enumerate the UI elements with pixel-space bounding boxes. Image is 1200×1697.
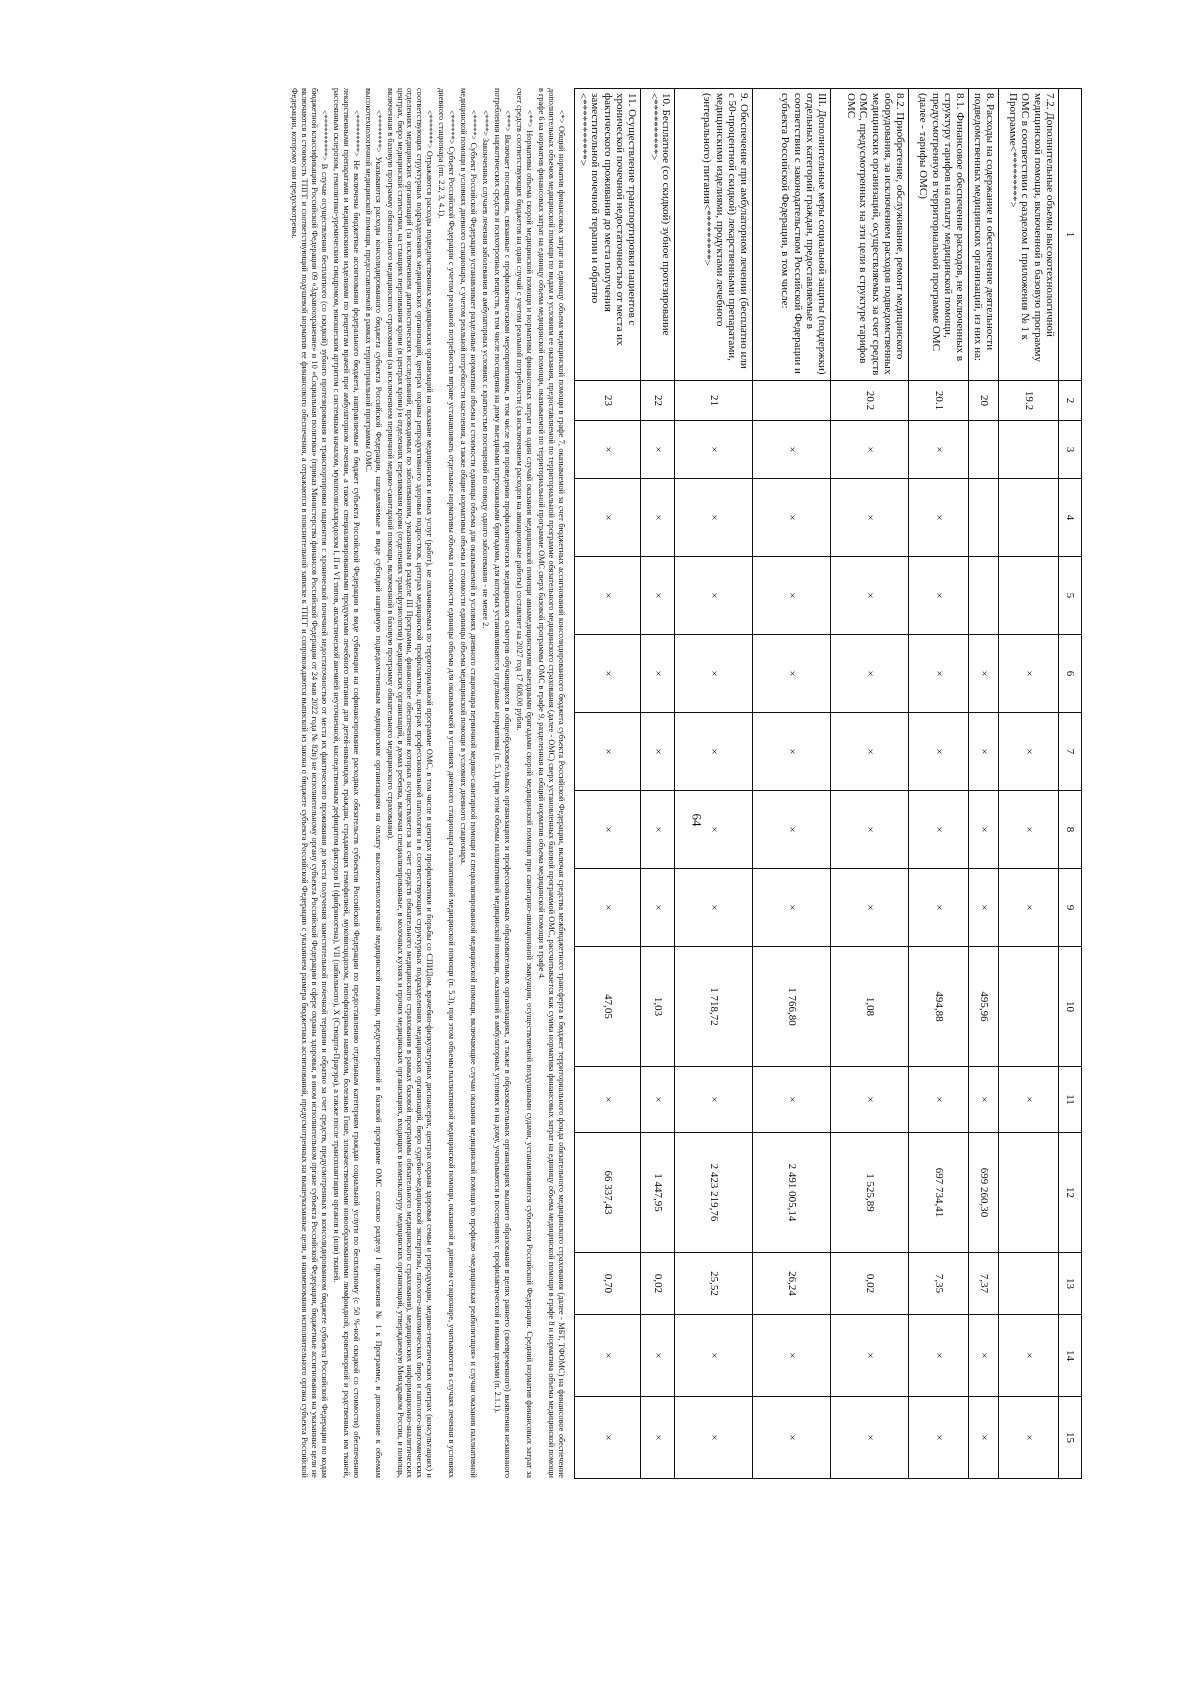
cell-c3: × <box>753 421 831 479</box>
column-header-10: 10 <box>1059 947 1082 1067</box>
table-row <box>831 89 909 1479</box>
cell-c5: × <box>831 557 909 635</box>
cell-c7: × <box>641 713 675 791</box>
cell-c6: × <box>675 635 753 713</box>
footnote: <*******> Отражаются расходы подведомственных медицинских организаций на оказание медицинских и иных услуг (работ), не оплачиваемых по территориальной программе ОМС, в том числе в центрах профилактики и борьбы со СПИДом, врачебно-физкультурных диспансерах, центрах охраны здоровья семьи и репродукции, медико-генетических центрах (консультациях) и соответствующих структурных подразделениях медицинских организаций, центрах охраны репродуктивного здоровья подростков, центрах медицинской профилактики, центрах профессиональной патологии и в соответствующих структурных подразделениях медицинских организаций, бюро судебно-медицинской экспертизы, патолого-анатомических бюро и патолого-анатомических отделениях медицинских организаций (за исключением диагностических исследований, проводимых по заболеваниям, указанным в разделе III Программы, финансовое обеспечение которых осуществляется за счет средств обязательного медицинского страхования в рамках базовой программы обязательного медицинского страхования), медицинских информационно-аналитических центрах, бюро медицинской статистики, на станциях переливания крови (в центрах крови) и отделениях переливания крови (отделениях трансфузиологии) медицинских организаций, в домах ребенка, включая специализированные, в молочных кухнях и прочих медицинских организациях, входящих в номенклатуру медицинских организаций, утверждаемую Минздравом России, и помощь, включенная в базовую программу обязательного медицинского страхования (за исключением первичной медико-санитарной помощи, включенной в базовую программу обязательного медицинского страхования). <box>385 88 435 1478</box>
cell-c9: × <box>831 869 909 947</box>
cell-c5: × <box>675 557 753 635</box>
row-label: 8.1. Финансовое обеспечение расходов, не включенных в структуру тарифов на оплату медицинской помощи, предусмотренную в территориальной программе ОМС (далее - тарифы ОМС) <box>909 89 969 381</box>
column-header-8: 8 <box>1059 791 1082 869</box>
row-number: 21 <box>675 381 753 421</box>
footnote: <**********> В случае осуществления бесплатного (со скидкой) зубного протезирования и транспортировки пациентов с хронической почечной недостаточностью от места их фактического проживания до места получения заместительной почечной терапии и обратно за счет средств, предусмотренных в консолидированном бюджете субъекта Российской Федерации по кодам бюджетной классификации Российской Федерации 09 «Здравоохранение» и 10 «Социальная политика» (приказ Министерства финансов Российской Федерации от 24 мая 2022 года № 82н) не исполнительному органу субъекта Российской Федерации в сфере охраны здоровья, в ином исполнительном органе субъекта Российской Федерации, бюджетные ассигнования на указанные цели не включаются в стоимость ТПГГ и соответствующий подушевой норматив ее финансового обеспечения, а отражаются в пояснительной записке к ТПГГ и сопровождаются выпиской из закона о бюджете субъекта Российской Федерации с указанием размера бюджетных ассигнований, предусмотренных на вышеуказанные цели, и наименования исполнительного органа субъекта Российской Федерации, которому они предусмотрены. <box>289 88 329 1478</box>
cell-c11: × <box>969 1067 999 1133</box>
cell-c7: × <box>969 713 999 791</box>
cell-c12: 699 260,30 <box>969 1133 999 1253</box>
cell-c14: × <box>574 1315 641 1397</box>
table-row <box>641 89 675 1479</box>
cell-c13: 0,02 <box>641 1253 675 1315</box>
cell-c10: 47,05 <box>574 947 641 1067</box>
cell-c7: × <box>999 713 1059 791</box>
column-header-9: 9 <box>1059 869 1082 947</box>
cell-c10: 495,96 <box>969 947 999 1067</box>
cell-c3 <box>999 421 1059 479</box>
cell-c12 <box>999 1133 1059 1253</box>
cell-c9: × <box>675 869 753 947</box>
cell-c3: × <box>909 421 969 479</box>
cell-c8: × <box>641 791 675 869</box>
cell-c5: × <box>641 557 675 635</box>
column-header-1: 1 <box>1059 89 1082 381</box>
table-row <box>753 89 831 1479</box>
cell-c13 <box>999 1253 1059 1315</box>
cell-c15: × <box>641 1397 675 1479</box>
cell-c8: × <box>969 791 999 869</box>
cell-c6: × <box>641 635 675 713</box>
column-header-7: 7 <box>1059 713 1082 791</box>
column-header-4: 4 <box>1059 479 1082 557</box>
cell-c7: × <box>831 713 909 791</box>
column-header-5: 5 <box>1059 557 1082 635</box>
cell-c6: × <box>753 635 831 713</box>
cell-c3: × <box>641 421 675 479</box>
cell-c9: × <box>969 869 999 947</box>
cell-c11: × <box>675 1067 753 1133</box>
cell-c3: × <box>831 421 909 479</box>
cell-c14: × <box>831 1315 909 1397</box>
cell-c6: × <box>969 635 999 713</box>
column-header-11: 11 <box>1059 1067 1082 1133</box>
footnote: <***> Включает посещения, связанные с профилактическими мероприятиями, в том числе при проведении профилактических медицинских осмотров обучающихся в общеобразовательных организациях и профессиональных образовательных организациях, а также в образовательных организациях высшего образования в целях раннего (своевременного) выявления незаконного потребления наркотических средств и психотропных веществ, в том числе посещения на дому выездными патронажными бригадами, для которых устанавливаются отдельные нормативы (п. 5.1), при этом объемы паллиативной медицинской помощи, оказанной в амбулаторных условиях и на дому, учитываются в посещениях с профилактической и иными целями (п. 2.1.1). <box>493 88 513 1478</box>
cell-c5: × <box>574 557 641 635</box>
footnote: <*> Общий норматив финансовых затрат на единицу объема медицинской помощи в графе 7, оказываемой за счет бюджетных ассигнований консолидированного бюджета субъекта Российской Федерации, включая средства межбюджетного трансферта в бюджет территориального фонда обязательного медицинского страхования (далее - МБТ, ТФОМС) на финансовое обеспечение дополнительных объемов медицинской помощи по видам и условиям ее оказания, предоставляемой по территориальной программе обязательного медицинского страхования (далее - ОМС) сверх установленных базовой программой ОМС, рассчитывается как сумма норматива финансовых затрат на единицу объема медицинской помощи в графе 8 и норматива объема медицинской помощи в графе 6 на норматив финансовых затрат на единицу объема медицинской помощи, оказываемой по территориальной программе ОМС сверх базовой программы ОМС в графе 9, разделенная на общий норматив объема медицинской помощи в графе 4. <box>536 88 566 1478</box>
cell-c8: × <box>675 791 753 869</box>
cell-c13: 0,02 <box>831 1253 909 1315</box>
header-row <box>1059 89 1082 1479</box>
cell-c5: × <box>909 557 969 635</box>
cell-c7: × <box>574 713 641 791</box>
table-row <box>675 89 753 1479</box>
column-header-14: 14 <box>1059 1315 1082 1397</box>
cell-c13: 26,24 <box>753 1253 831 1315</box>
cell-c15: × <box>753 1397 831 1479</box>
cell-c9: × <box>641 869 675 947</box>
cell-c8: × <box>999 791 1059 869</box>
footnote: <**> Нормативы объема скорой медицинской помощи и нормативы финансовых затрат на один случай оказания медицинской помощи авиамедицинскими выездными бригадами скорой медицинской помощи при санитарно-авиационной эвакуации, осуществляемой воздушными судами, устанавливаются субъектом Российской Федерации. Средний норматив финансовых затрат за счет средств соответствующих бюджетов на один случай с учетом реальной потребности (за исключением расходов на авиационные работы) составляет на 2027 год 17 608,00 рубля. <box>515 88 534 1478</box>
cell-c9: × <box>999 869 1059 947</box>
cell-c4: × <box>753 479 831 557</box>
cell-c12: 697 734,41 <box>909 1133 969 1253</box>
cell-c8: × <box>753 791 831 869</box>
cell-c11: × <box>999 1067 1059 1133</box>
cell-c15: × <box>574 1397 641 1479</box>
cell-c11: × <box>753 1067 831 1133</box>
cell-c14: × <box>999 1315 1059 1397</box>
row-label: III. Дополнительные меры социальной защиты (поддержки) отдельных категорий граждан, предоставляемые в соответствии с законодательством Российской Федерации и субъекта Российской Федерации, в том числе: <box>753 89 831 381</box>
cell-c4: × <box>909 479 969 557</box>
cell-c12: 1 525,89 <box>831 1133 909 1253</box>
cell-c5: × <box>753 557 831 635</box>
table-row <box>909 89 969 1479</box>
table-row <box>574 89 641 1479</box>
rotated-content <box>132 88 1082 1478</box>
cell-c10: 1 766,80 <box>753 947 831 1067</box>
cell-c13: 25,52 <box>675 1253 753 1315</box>
cell-c15: × <box>999 1397 1059 1479</box>
financing-table <box>574 88 1082 1479</box>
column-header-3: 3 <box>1059 421 1082 479</box>
cell-c10: 1 718,72 <box>675 947 753 1067</box>
row-number: 20.1 <box>909 381 969 421</box>
cell-c15: × <box>831 1397 909 1479</box>
column-header-12: 12 <box>1059 1133 1082 1253</box>
cell-c13: 7,37 <box>969 1253 999 1315</box>
row-label: 9. Обеспечение при амбулаторном лечении (бесплатно или с 50-процентной скидкой) лекарственными препаратами, медицинскими изделиями, продуктами лечебного (энтерального) питания<*********> <box>675 89 753 381</box>
cell-c7: × <box>675 713 753 791</box>
cell-c10 <box>999 947 1059 1067</box>
footnote: <********> Указываются расходы консолидированного бюджета субъекта Российской Федерации, направляемые в виде субсидий напрямую подведомственным медицинским организациям на оплату высокотехнологичной медицинской помощи, предусмотренной в базовой программе ОМС согласно разделу I приложения № 1 к Программе, в дополнение к объемам высокотехнологичной медицинской помощи, предоставляемой в рамках территориальной программы ОМС. <box>363 88 383 1478</box>
cell-c6: × <box>909 635 969 713</box>
cell-c6: × <box>831 635 909 713</box>
cell-c3 <box>969 421 999 479</box>
row-label: 11. Осуществление транспортировки пациентов с хронической почечной недостаточностью от места их фактического проживания до места получения заместительной почечной терапии и обратно <***********> <box>574 89 641 381</box>
row-number <box>753 381 831 421</box>
cell-c9: × <box>909 869 969 947</box>
cell-c14: × <box>641 1315 675 1397</box>
cell-c10: 1,08 <box>831 947 909 1067</box>
cell-c14: × <box>969 1315 999 1397</box>
cell-c15: × <box>969 1397 999 1479</box>
cell-c8: × <box>909 791 969 869</box>
cell-c4: × <box>574 479 641 557</box>
cell-c7: × <box>753 713 831 791</box>
row-number: 19.2 <box>999 381 1059 421</box>
cell-c6: × <box>574 635 641 713</box>
row-number: 20 <box>969 381 999 421</box>
cell-c4: × <box>641 479 675 557</box>
cell-c9: × <box>753 869 831 947</box>
cell-c12: 2 423 219,76 <box>675 1133 753 1253</box>
column-header-13: 13 <box>1059 1253 1082 1315</box>
cell-c13: 7,35 <box>909 1253 969 1315</box>
footnotes <box>289 88 566 1478</box>
row-number: 20.2 <box>831 381 909 421</box>
cell-c13: 0,70 <box>574 1253 641 1315</box>
cell-c14: × <box>909 1315 969 1397</box>
cell-c12: 2 491 005,14 <box>753 1133 831 1253</box>
cell-c6: × <box>999 635 1059 713</box>
cell-c14: × <box>753 1315 831 1397</box>
cell-c14: × <box>675 1315 753 1397</box>
footnote: <*********> Не включены бюджетные ассигнования федерального бюджета, направляемые в бюджет субъекта Российской Федерации в виде субвенции на софинансирование расходных обязательств субъектов Российской Федерации по предоставлению отдельным категориям граждан социальной услуги по бесплатному (с 50 %-ной скидкой со стоимости) обеспечению лекарственными препаратами и медицинскими изделиями по рецептам врачей при амбулаторном лечении, а также специализированными продуктами лечебного питания для детей-инвалидов, граждан, страдающих гемофилией, муковисцидозом, гипофизарным нанизмом, болезнью Гоше, злокачественными новообразованиями лимфоидной, кроветворной и родственных им тканей, рассеянным склерозом, гемолитико-уремическим синдромом, юношеским артритом с системным началом, мукополисахаридозом I, II и VI типов, апластической анемией неуточненной, наследственным дефицитом факторов II (фибриногена), VII (лабильного), X (Стюарта-Прауэра), а также после трансплантации органов и (или) тканей. <box>331 88 361 1478</box>
cell-c8: × <box>574 791 641 869</box>
cell-c15: × <box>675 1397 753 1479</box>
cell-c4: × <box>831 479 909 557</box>
cell-c10: 1,03 <box>641 947 675 1067</box>
cell-c12: 66 337,43 <box>574 1133 641 1253</box>
footnote: <******> Субъект Российской Федерации с учетом реальной потребности вправе устанавливать отдельные нормативы объема и стоимости единицы объема для оказываемой в условиях дневного стационара паллиативной медицинской помощи (п. 5.3), при этом объемы паллиативной медицинской помощи, оказанной в дневном стационаре, учитываются в случаях лечения в условиях дневного стационара (пп. 2.2, 3, 4.1). <box>437 88 457 1478</box>
cell-c11: × <box>909 1067 969 1133</box>
column-header-6: 6 <box>1059 635 1082 713</box>
footnote: <****> Законченных случаев лечения заболевания в амбулаторных условиях с кратностью посещений по поводу одного заболевания - не менее 2. <box>481 110 491 629</box>
cell-c4 <box>969 479 999 557</box>
cell-c4: × <box>675 479 753 557</box>
column-header-2: 2 <box>1059 381 1082 421</box>
footnote: <*****> Субъект Российской Федерации устанавливает раздельные нормативы объема и стоимости единицы объема для оказываемой в условиях дневного стационара первичной медико-санитарной помощи и специализированной медицинской помощи, включающие случаи оказания медицинской помощи по профилю «медицинская реабилитация» и случаи оказания паллиативной медицинской помощи в условиях дневного стационара, с учетом реальной потребности населения, а также общие нормативы объема и стоимости единицы объема медицинской помощи в условиях дневного стационара. <box>459 88 479 1478</box>
column-header-15: 15 <box>1059 1397 1082 1479</box>
cell-c11: × <box>831 1067 909 1133</box>
cell-c15: × <box>909 1397 969 1479</box>
cell-c3: × <box>675 421 753 479</box>
cell-c8: × <box>831 791 909 869</box>
table-row <box>999 89 1059 1479</box>
cell-c12: 1 447,95 <box>641 1133 675 1253</box>
row-label: 8.2. Приобретение, обслуживание, ремонт медицинского оборудования, за исключением расходов подведомственных медицинских организаций, осуществляемых за счет средств ОМС, предусмотренных на эти цели в структуре тарифов ОМС <box>831 89 909 381</box>
cell-c4 <box>999 479 1059 557</box>
cell-c9: × <box>574 869 641 947</box>
cell-c5 <box>969 557 999 635</box>
page-number: 64 <box>689 813 705 827</box>
cell-c7: × <box>909 713 969 791</box>
cell-c5 <box>999 557 1059 635</box>
row-number: 23 <box>574 381 641 421</box>
table-row <box>969 89 999 1479</box>
cell-c3: × <box>574 421 641 479</box>
row-label: 7.2. Дополнительные объемы высокотехнологичной медицинской помощи, включенной в базовую программу ОМС в соответствии с разделом I приложения № 1 к Программе<*********> <box>999 89 1059 381</box>
row-label: 8. Расходы на содержание и обеспечение деятельности подведомственных медицинских организаций, из них на: <box>969 89 999 381</box>
row-label: 10. Бесплатное (со скидкой) зубное протезирование <**********> <box>641 89 675 381</box>
cell-c11: × <box>641 1067 675 1133</box>
row-number: 22 <box>641 381 675 421</box>
cell-c11: × <box>574 1067 641 1133</box>
cell-c10: 494,88 <box>909 947 969 1067</box>
